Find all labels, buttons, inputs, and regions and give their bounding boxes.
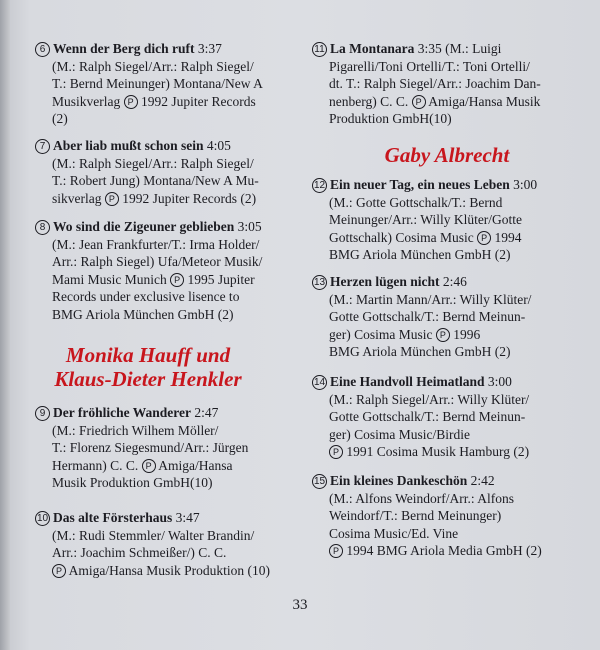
page-spine <box>0 0 10 650</box>
credit-line: T.: Florenz Siegesmund/Arr.: Jürgen <box>52 440 249 456</box>
phonogram-copyright-icon: P <box>105 192 119 206</box>
track-number: 7 <box>35 139 50 154</box>
track-title: Ein neuer Tag, ein neues Leben <box>330 177 510 192</box>
credit-line: (M.: Ralph Siegel/Arr.: Ralph Siegel/ <box>52 155 254 171</box>
track-duration: 3:37 <box>197 41 222 56</box>
credit-line: (M.: Ralph Siegel/Arr.: Willy Klüter/ <box>329 391 530 407</box>
credit-line: Mami Music Munich P 1995 Jupiter <box>52 271 255 287</box>
phonogram-copyright-icon: P <box>124 95 138 109</box>
credit-line: BMG Ariola München GmbH (2) <box>52 306 234 322</box>
track-title: Das alte Försterhaus <box>53 510 173 525</box>
artist-line: Monika Hauff und <box>65 343 231 367</box>
track-heading <box>35 404 300 422</box>
credit-line: (M.: Gotte Gottschalk/T.: Bernd <box>329 194 503 210</box>
track-credits <box>35 58 300 128</box>
artist-line: Klaus-Dieter Henkler <box>54 367 242 391</box>
track-title: Wo sind die Zigeuner geblieben <box>53 219 235 234</box>
page-number: 33 <box>292 597 308 613</box>
credit-line: (M.: Jean Frankfurter/T.: Irma Holder/ <box>52 236 260 252</box>
track-heading <box>35 40 300 58</box>
credit-line: ger) Cosima Music/Birdie <box>329 426 470 442</box>
credit-line: Arr.: Ralph Siegel) Ufa/Meteor Musik/ <box>52 254 263 270</box>
credit-line: (M.: Luigi <box>445 41 502 56</box>
phonogram-copyright-icon: P <box>412 95 426 109</box>
track-heading <box>35 218 300 236</box>
track-entry <box>35 509 300 579</box>
track-duration: 3:00 <box>487 374 512 389</box>
phonogram-copyright-icon: P <box>170 273 184 287</box>
track-title: Eine Handvoll Heimatland <box>330 374 485 389</box>
credit-line: dt. T.: Ralph Siegel/Arr.: Joachim Dan- <box>329 76 541 92</box>
track-credits <box>35 527 300 580</box>
track-number: 6 <box>35 42 50 57</box>
track-entry <box>312 176 582 264</box>
track-title: Herzen lügen nicht <box>330 274 440 289</box>
track-entry <box>312 472 582 560</box>
credit-line: Produktion GmbH(10) <box>329 111 452 127</box>
phonogram-copyright-icon: P <box>436 328 450 342</box>
credit-line: Weindorf/T.: Bernd Meinunger) <box>329 508 502 524</box>
track-entry <box>312 373 582 461</box>
credit-line: Records under exclusive lisence to <box>52 289 240 305</box>
track-title: Der fröhliche Wanderer <box>53 405 191 420</box>
track-duration: 2:47 <box>194 405 219 420</box>
credit-line: BMG Ariola München GmbH (2) <box>329 247 511 263</box>
track-duration: 3:00 <box>513 177 538 192</box>
track-duration: 3:47 <box>175 510 200 525</box>
credit-line: Cosima Music/Ed. Vine <box>329 525 459 541</box>
track-number: 10 <box>36 513 49 524</box>
credit-line: (M.: Friedrich Wilhem Möller/ <box>52 422 219 438</box>
track-entry <box>35 404 300 492</box>
track-credits <box>35 236 300 324</box>
track-heading <box>312 273 582 291</box>
track-heading <box>35 137 300 155</box>
credit-line: Gotte Gottschalk/T.: Bernd Meinun- <box>329 309 526 325</box>
track-title: La Montanara <box>330 41 415 56</box>
phonogram-copyright-icon: P <box>52 564 66 578</box>
track-title: Wenn der Berg dich ruft <box>53 41 195 56</box>
track-heading <box>35 509 300 527</box>
credit-line: P 1994 BMG Ariola Media GmbH (2) <box>329 542 582 560</box>
track-heading <box>312 40 582 58</box>
track-number: 15 <box>313 476 326 487</box>
track-heading <box>312 373 582 391</box>
track-heading <box>312 176 582 194</box>
track-title: Aber liab mußt schon sein <box>53 138 204 153</box>
credit-line: Gottschalk) Cosima Music P 1994 <box>329 229 522 245</box>
artist-heading-gaby-albrecht: Gaby Albrecht <box>384 143 510 167</box>
track-entry <box>35 137 300 207</box>
credit-line: (M.: Alfons Weindorf/Arr.: Alfons <box>329 490 515 506</box>
credit-line: Musikverlag P 1992 Jupiter Records <box>52 93 256 109</box>
track-credits <box>312 58 582 128</box>
credit-line: Pigarelli/Toni Ortelli/T.: Toni Ortelli/ <box>329 58 530 74</box>
artist-heading-monika-hauff <box>23 343 273 391</box>
track-credits <box>35 155 300 208</box>
track-duration: 4:05 <box>206 138 231 153</box>
track-entry <box>312 273 582 361</box>
credit-line: (M.: Ralph Siegel/Arr.: Ralph Siegel/ <box>52 58 254 74</box>
credit-line: BMG Ariola München GmbH (2) <box>329 344 511 360</box>
credit-line: Musik Produktion GmbH(10) <box>52 475 213 491</box>
track-duration: 3:05 <box>237 219 262 234</box>
track-duration: 2:42 <box>470 473 495 488</box>
credit-line: P Amiga/Hansa Musik Produktion (10) <box>52 562 300 580</box>
credit-line: T.: Bernd Meinunger) Montana/New A <box>52 76 263 92</box>
track-number: 9 <box>35 406 50 421</box>
track-number: 8 <box>35 220 50 235</box>
credit-line: Arr.: Joachim Schmeißer/) C. C. <box>52 545 227 561</box>
credit-line: P 1991 Cosima Musik Hamburg (2) <box>329 443 582 461</box>
track-entry <box>312 40 582 128</box>
track-credits <box>312 490 582 560</box>
track-credits <box>35 422 300 492</box>
phonogram-copyright-icon: P <box>142 459 156 473</box>
track-heading <box>312 472 582 490</box>
credit-line: (M.: Martin Mann/Arr.: Willy Klüter/ <box>329 291 532 307</box>
track-number: 14 <box>313 377 326 388</box>
track-duration: 2:46 <box>442 274 467 289</box>
phonogram-copyright-icon: P <box>477 231 491 245</box>
track-title: Ein kleines Dankeschön <box>330 473 468 488</box>
track-number: 13 <box>313 277 326 288</box>
track-entry <box>35 218 300 324</box>
credit-line: nenberg) C. C. P Amiga/Hansa Musik <box>329 93 541 109</box>
credit-line: T.: Robert Jung) Montana/New A Mu- <box>52 173 259 189</box>
credit-line: sikverlag P 1992 Jupiter Records (2) <box>52 190 257 206</box>
credit-line: (M.: Rudi Stemmler/ Walter Brandin/ <box>52 527 255 543</box>
track-credits <box>312 291 582 361</box>
phonogram-copyright-icon: P <box>329 544 343 558</box>
track-entry <box>35 40 300 128</box>
track-credits <box>312 391 582 461</box>
phonogram-copyright-icon: P <box>329 445 343 459</box>
credit-line: ger) Cosima Music P 1996 <box>329 326 481 342</box>
track-number: 12 <box>313 180 326 191</box>
track-number: 11 <box>312 42 327 57</box>
credit-line: Meinunger/Arr.: Willy Klüter/Gotte <box>329 212 523 228</box>
credit-line: (2) <box>52 111 68 127</box>
track-duration: 3:35 <box>417 41 442 56</box>
credit-line: Gotte Gottschalk/T.: Bernd Meinun- <box>329 409 526 425</box>
track-credits <box>312 194 582 264</box>
credit-line: Hermann) C. C. P Amiga/Hansa <box>52 457 233 473</box>
